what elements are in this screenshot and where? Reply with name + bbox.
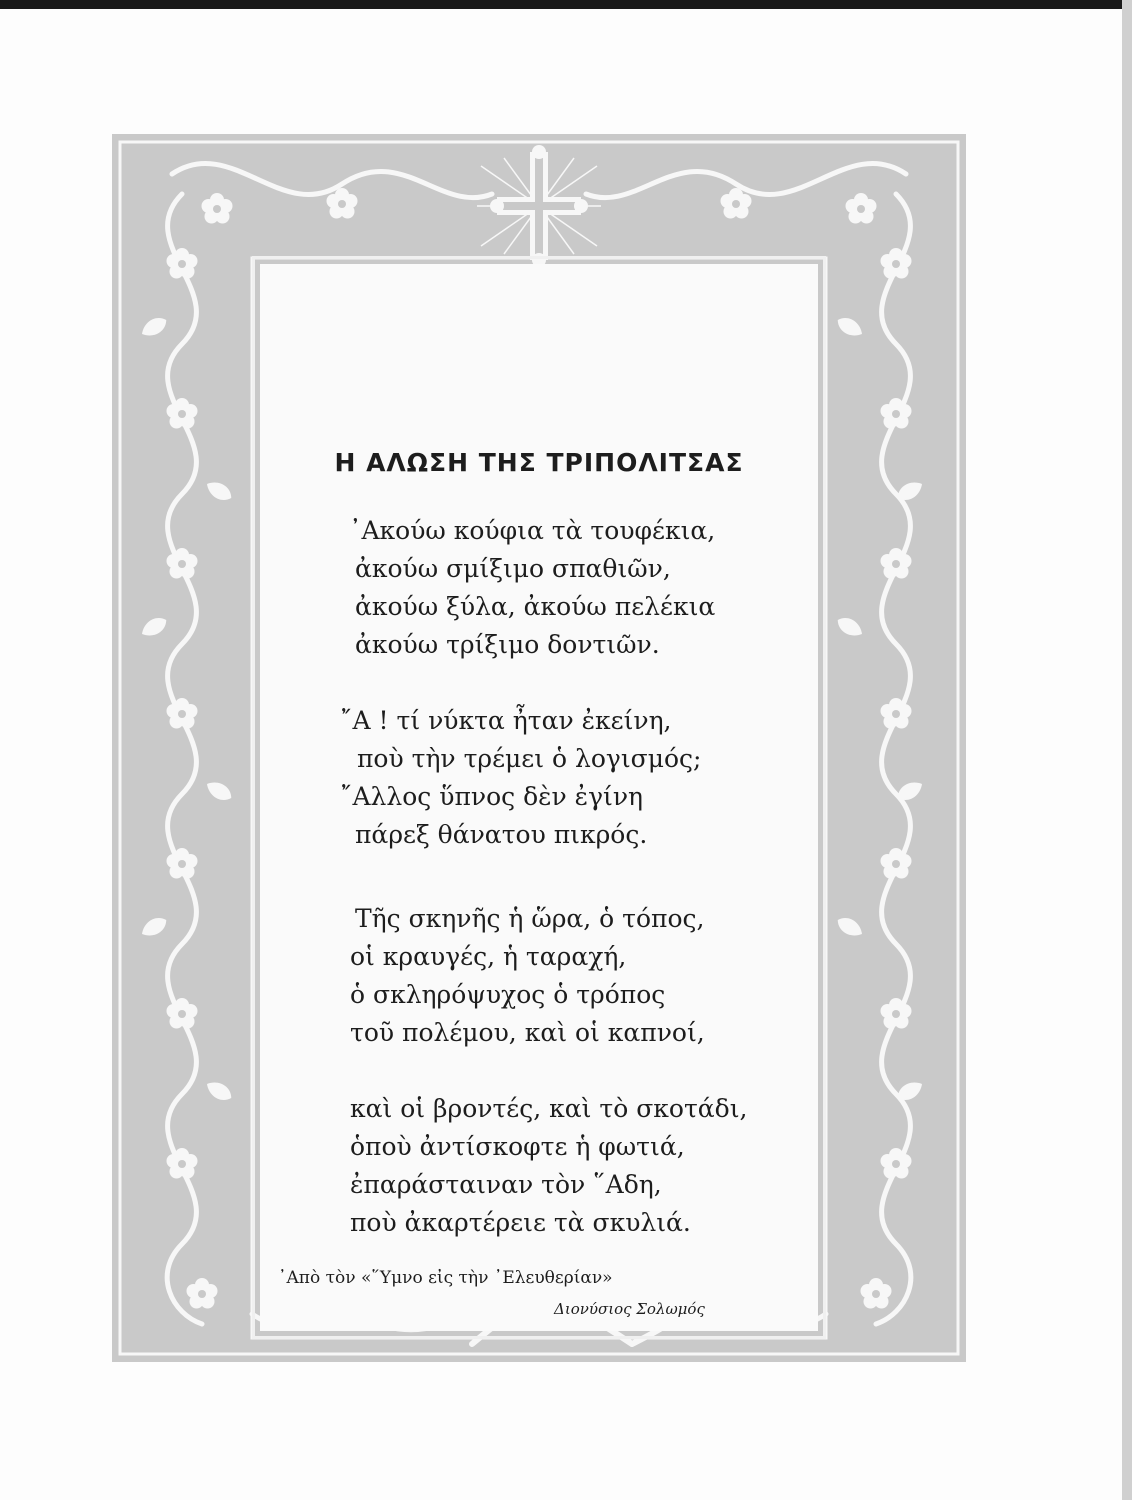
poem-source: ᾿Απὸ τὸν «῞Υμνο εἰς τὴν ᾿Ελευθερίαν»	[278, 1268, 613, 1288]
poem-line: ποὺ ἀκαρτέρειε τὰ σκυλιά.	[350, 1208, 691, 1237]
poem-line: καὶ οἱ βροντές, καὶ τὸ σκοτάδι,	[350, 1094, 748, 1123]
poem-line: ἀκούω σμίξιμο σπαθιῶν,	[355, 554, 671, 583]
poem-line: ποὺ τὴν τρέμει ὁ λογισμός;	[357, 744, 702, 773]
poem-line: ὁποὺ ἀντίσκοφτε ἡ φωτιά,	[350, 1132, 685, 1161]
poem-line: τοῦ πολέμου, καὶ οἱ καπνοί,	[350, 1018, 705, 1047]
poem-line: ἀκούω τρίξιμο δοντιῶν.	[355, 630, 660, 659]
poem-line: ὁ σκληρόψυχος ὁ τρόπος	[350, 980, 666, 1009]
poem-line: οἱ κραυγές, ἡ ταραχή,	[350, 942, 627, 971]
poem-line: πάρεξ θάνατου πικρός.	[355, 820, 648, 849]
poem-panel	[260, 264, 818, 1331]
poem-line: Τῆς σκηνῆς ἡ ὥρα, ὁ τόπος,	[355, 904, 705, 933]
poem-line: ῎Αλλος ὕπνος δὲν ἐγίνη	[340, 782, 644, 811]
poem-line: ᾿Ακούω κούφια τὰ τουφέκια,	[349, 516, 716, 545]
poem-line: ἐπαράσταιναν τὸν ῞Αδη,	[350, 1170, 662, 1199]
poem-line: ἀκούω ξύλα, ἀκούω πελέκια	[355, 592, 716, 621]
poem-author: Διονύσιος Σολωμός	[554, 1300, 705, 1318]
poem-title: Η ΑΛΩΣΗ ΤΗΣ ΤΡΙΠΟΛΙΤΣΑΣ	[334, 448, 744, 477]
cross-icon	[477, 145, 601, 267]
ornamental-border	[112, 134, 966, 1362]
scan-edge-right	[1122, 0, 1132, 1500]
scan-edge-top	[0, 0, 1132, 9]
poem-line: ῎Α ! τί νύκτα ἦταν ἐκείνη,	[340, 706, 672, 735]
